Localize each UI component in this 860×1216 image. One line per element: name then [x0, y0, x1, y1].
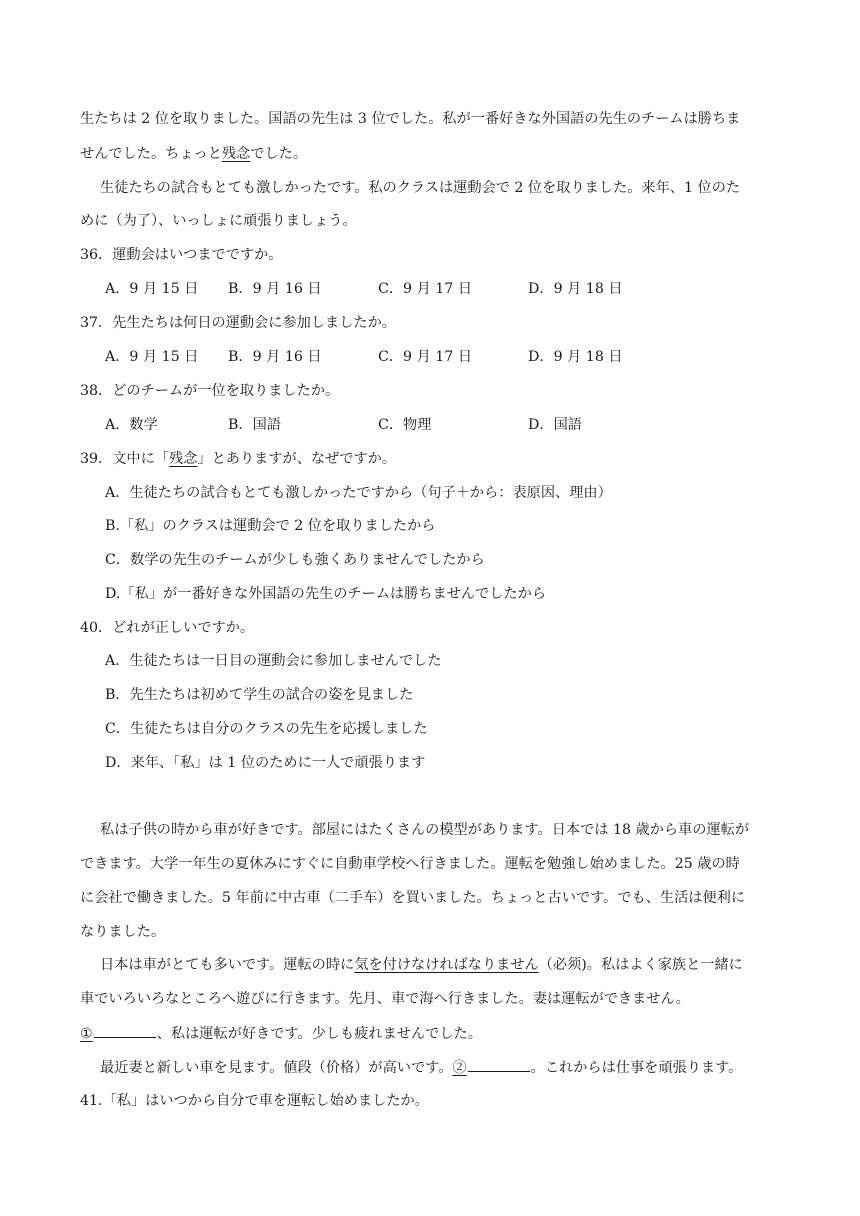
question-36-options [105, 279, 705, 299]
question-36-stem: 36．運動会はいつまでですか。 [80, 247, 283, 263]
passage2-line7 [80, 1023, 780, 1044]
q39-option-a: A．生徒たちの試合もとても激しかったですから（句子＋から：表原因、理由） [105, 485, 612, 501]
q36-option-d: D．9 月 18 日 [528, 281, 623, 297]
q37-option-b: B．9 月 16 日 [228, 349, 322, 365]
q39-option-d: D.「私」が一番好きな外国語の先生のチームは勝ちませんでしたから [105, 586, 547, 602]
blank-1-line [94, 1023, 156, 1038]
passage1-line1: 生たちは 2 位を取りました。国語の先生は 3 位でした。私が一番好きな外国語の先生のチームは勝ちま [80, 111, 741, 127]
q39-stem-b: 」とありますが、なぜですか。 [197, 451, 397, 467]
q40-option-c: C．生徒たちは自分のクラスの先生を応援しました [105, 721, 428, 737]
q38-option-b: B．国語 [228, 417, 281, 433]
q38-option-a: A．数学 [105, 417, 158, 433]
passage2-line5 [100, 955, 800, 975]
passage2-line7-b: 、私は運転が好きです。少しも疲れませんでした。 [156, 1026, 482, 1042]
q39-stem-a: 39．文中に「 [80, 451, 169, 467]
passage1-line2-text-a: せんでした。ちょっと [80, 146, 222, 162]
q37-option-d: D．9 月 18 日 [528, 349, 623, 365]
question-37-stem: 37．先生たちは何日の運動会に参加しましたか。 [80, 315, 396, 331]
passage1-line3: 生徒たちの試合もとても激しかったです。私のクラスは運動会で 2 位を取りました。来年、1 位のた [100, 180, 741, 196]
q39-option-b: B.「私」のクラスは運動会で 2 位を取りましたから [105, 518, 436, 534]
passage2-line5-a: 日本は車がとても多いです。運転の時に [100, 957, 355, 973]
passage2-line6: 車でいろいろなところへ遊びに行きます。先月、車で海へ行きました。妻は運転ができません。 [80, 991, 690, 1007]
question-39-stem [80, 449, 780, 469]
q37-option-a: A．9 月 15 日 [105, 349, 199, 365]
passage1-underlined-word: 残念 [221, 146, 251, 162]
passage2-line8-b: 。これからは仕事を頑張ります。 [530, 1060, 743, 1076]
passage2-line8-a: 最近妻と新しい車を見ます。値段（价格）が高いです。 [100, 1060, 453, 1076]
passage2-line4: なりました。 [80, 924, 166, 940]
q40-option-a: A．生徒たちは一日目の運動会に参加しませんでした [105, 653, 442, 669]
q36-option-a: A．9 月 15 日 [105, 281, 199, 297]
q36-option-c: C．9 月 17 日 [378, 281, 473, 297]
q37-option-c: C．9 月 17 日 [378, 349, 473, 365]
blank-2-marker: ② [452, 1060, 467, 1076]
passage2-line8 [100, 1057, 800, 1078]
passage1-line4: めに（为了）、いっしょに頑張りましょう。 [80, 213, 357, 229]
blank-1-marker: ① [80, 1026, 93, 1042]
passage1-line2-text-b: でした。 [250, 146, 308, 162]
q39-option-c: C．数学の先生のチームが少しも強くありませんでしたから [105, 552, 485, 568]
passage2-line5-b: （必须)。私はよく家族と一緒に [538, 957, 743, 973]
q36-option-b: B．9 月 16 日 [228, 281, 322, 297]
question-38-stem: 38．どのチームが一位を取りましたか。 [80, 383, 340, 399]
passage2-line3: に会社で働きました。5 年前に中古車（二手车）を買いました。ちょっと古いです。でも、生活は便利に [80, 890, 746, 906]
passage2-line2: できます。大学一年生の夏休みにすぐに自動車学校へ行きました。運転を勉強し始めました。25 歳の時 [80, 856, 740, 872]
blank-2-line [468, 1057, 530, 1072]
q39-underlined-word: 残念 [169, 451, 198, 467]
passage1-line2 [80, 144, 780, 164]
question-41-stem: 41.「私」はいつから自分で車を運転し始めましたか。 [80, 1093, 429, 1109]
passage2-line1: 私は子供の時から車が好きです。部屋にはたくさんの模型があります。日本では 18 歳から車の運転が [100, 822, 750, 838]
question-38-options [105, 415, 705, 435]
question-40-stem: 40．どれが正しいですか。 [80, 620, 255, 636]
q40-option-b: B．先生たちは初めて学生の試合の姿を見ました [105, 687, 414, 703]
question-37-options [105, 347, 705, 367]
q40-option-d: D．来年、「私」は 1 位のために一人で頑張ります [105, 755, 426, 771]
q38-option-d: D．国語 [528, 417, 582, 433]
passage2-underlined-phrase: 気を付けなければなりません [354, 957, 539, 973]
q38-option-c: C．物理 [378, 417, 432, 433]
